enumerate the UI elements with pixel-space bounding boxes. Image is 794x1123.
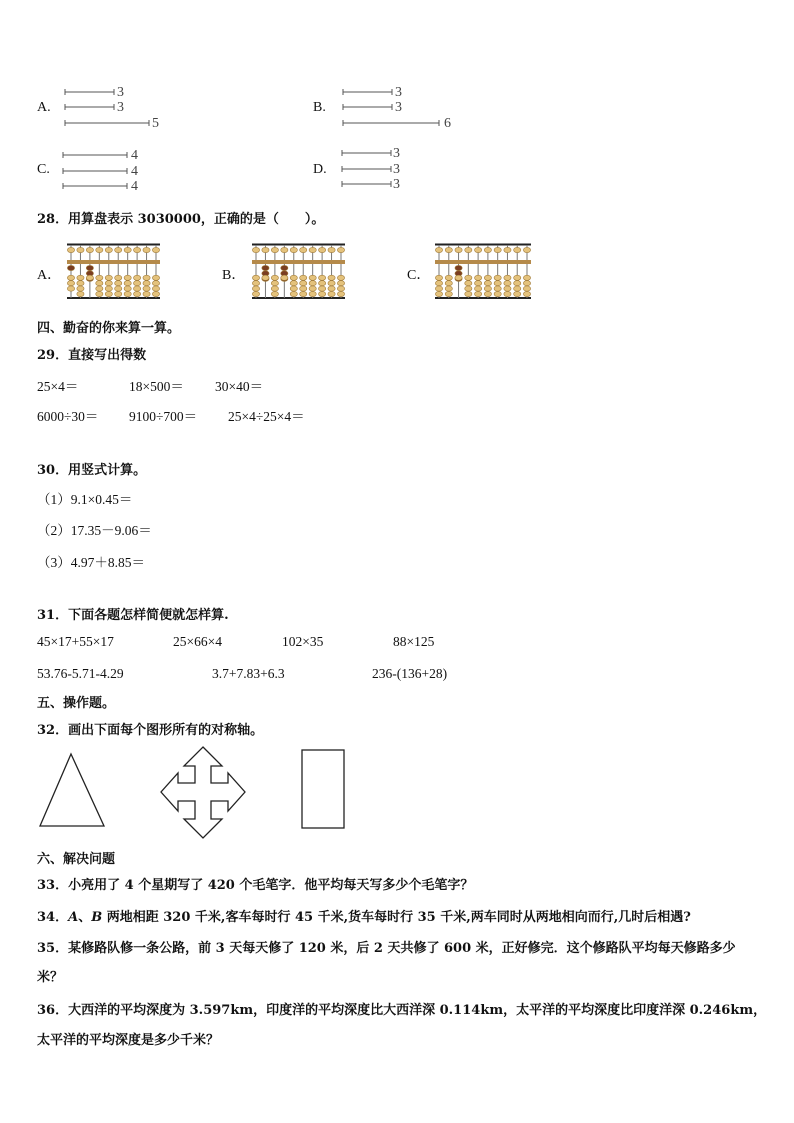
- abacus-bead: [328, 291, 335, 296]
- abacus-bead: [435, 291, 442, 296]
- abacus-bead: [105, 286, 112, 291]
- abacus-bead: [494, 291, 501, 296]
- abacus-bead: [271, 247, 278, 252]
- abacus-bead: [504, 247, 511, 252]
- abacus-bead: [319, 275, 326, 280]
- abacus-bead: [300, 247, 307, 252]
- expr: （1）9.1×0.45＝: [37, 492, 133, 507]
- abacus-c: [434, 243, 532, 300]
- option-d-segments: [339, 148, 419, 194]
- option-d-label: D.: [313, 162, 327, 177]
- abacus-bead: [96, 281, 103, 286]
- abacus-bead: [465, 286, 472, 291]
- abacus-bead: [484, 275, 491, 280]
- segment-length: 3: [393, 162, 400, 177]
- question-28: 28．用算盘表示 3030000，正确的是（ ）。: [37, 212, 325, 227]
- question-33: 33．小亮用了 4 个星期写了 420 个毛笔字．他平均每天写多少个毛笔字？: [37, 878, 474, 893]
- abacus-bead: [309, 291, 316, 296]
- question-32-title: 32．画出下面每个图形所有的对称轴。: [37, 723, 264, 738]
- abacus-bead: [281, 247, 288, 252]
- segment-length: 5: [152, 116, 159, 131]
- abacus-bead: [319, 247, 326, 252]
- section-5-heading: 五、操作题。: [37, 696, 116, 711]
- expr: 25×66×4: [173, 634, 222, 649]
- abacus-bead: [143, 247, 150, 252]
- abacus-bead: [124, 286, 131, 291]
- question-text: 两地相距 320 千米,客车每时行 45 千米,货车每时行 35 千米,两车同时从两地相向而行,几时后相遇?: [102, 910, 691, 925]
- abacus-bead: [152, 275, 159, 280]
- expr: 236-(136+28): [372, 666, 448, 681]
- abacus-bead: [445, 281, 452, 286]
- abacus-bead: [475, 247, 482, 252]
- abacus-bead: [115, 291, 122, 296]
- question-31-title: 31．下面各题怎样简便就怎样算.: [37, 608, 229, 623]
- question-30-title: 30．用竖式计算。: [37, 463, 147, 478]
- expr: （2）17.35－9.06＝: [37, 523, 152, 538]
- abacus-bead: [271, 286, 278, 291]
- abacus-bead: [475, 281, 482, 286]
- expr: 9100÷700＝: [129, 409, 198, 424]
- abacus-bead: [96, 247, 103, 252]
- abacus-bead: [105, 281, 112, 286]
- abacus-bead: [77, 286, 84, 291]
- abacus-bead: [309, 247, 316, 252]
- abacus-bead: [309, 286, 316, 291]
- abacus-bead: [484, 291, 491, 296]
- abacus-bead: [105, 247, 112, 252]
- abacus-bead: [455, 275, 462, 280]
- abacus-bead: [290, 275, 297, 280]
- abacus-bead: [319, 286, 326, 291]
- section-4-heading: 四、勤奋的你来算一算。: [37, 321, 181, 336]
- abacus-bead: [300, 281, 307, 286]
- abacus-bead: [494, 247, 501, 252]
- abacus-bead: [328, 275, 335, 280]
- abacus-bead: [67, 247, 74, 252]
- expr: （3）4.97＋8.85＝: [37, 555, 145, 570]
- abacus-bead: [514, 275, 521, 280]
- abacus-bead: [494, 286, 501, 291]
- expr: 102×35: [282, 634, 324, 649]
- option-a-label: A．: [37, 268, 62, 283]
- abacus-bead: [271, 291, 278, 296]
- abacus-bead: [337, 247, 344, 252]
- abacus-bead: [290, 291, 297, 296]
- abacus-bead: [77, 281, 84, 286]
- abacus-bead: [514, 247, 521, 252]
- point-b: B: [91, 910, 103, 925]
- abacus-bead: [435, 286, 442, 291]
- abacus-bead: [309, 281, 316, 286]
- abacus-bead: [484, 286, 491, 291]
- abacus-bead: [105, 275, 112, 280]
- abacus-bead: [300, 275, 307, 280]
- abacus-bead: [523, 275, 530, 280]
- abacus-bead: [134, 281, 141, 286]
- abacus-a: [66, 243, 161, 300]
- abacus-bead: [494, 281, 501, 286]
- abacus-bead: [523, 247, 530, 252]
- option-c-label: C．: [407, 268, 431, 283]
- expr: 88×125: [393, 634, 435, 649]
- question-34: [37, 906, 691, 925]
- question-36-line-1: 36．大西洋的平均深度为 3.597km，印度洋的平均深度比大西洋深 0.114km，太平洋的平均深度比印度洋深 0.246km，: [37, 1003, 767, 1018]
- abacus-bead: [67, 265, 74, 270]
- abacus-bead: [281, 275, 288, 280]
- abacus-bead: [435, 247, 442, 252]
- abacus-bead: [484, 281, 491, 286]
- question-36-line-2: 太平洋的平均深度是多少千米？: [37, 1033, 220, 1048]
- abacus-bead: [523, 286, 530, 291]
- abacus-bead: [115, 281, 122, 286]
- abacus-bead: [134, 286, 141, 291]
- question-number: 34．: [37, 910, 69, 925]
- point-a: A: [68, 910, 79, 925]
- segment-length: 3: [395, 85, 402, 100]
- option-c-label: C.: [37, 162, 50, 177]
- triangle-shape: [38, 752, 106, 828]
- abacus-bead: [455, 265, 462, 270]
- rectangle-shape: [301, 749, 346, 830]
- abacus-bead: [252, 247, 259, 252]
- abacus-bead: [124, 275, 131, 280]
- abacus-bead: [465, 275, 472, 280]
- abacus-bead: [300, 291, 307, 296]
- abacus-bead: [143, 275, 150, 280]
- abacus-bead: [262, 275, 269, 280]
- abacus-bead: [465, 291, 472, 296]
- abacus-b: [251, 243, 346, 300]
- abacus-bead: [96, 291, 103, 296]
- abacus-bead: [77, 291, 84, 296]
- abacus-bead: [455, 247, 462, 252]
- segment-length: 3: [117, 100, 124, 115]
- abacus-bead: [67, 275, 74, 280]
- abacus-bead: [465, 281, 472, 286]
- abacus-bead: [337, 291, 344, 296]
- abacus-bead: [328, 247, 335, 252]
- segment-length: 4: [131, 164, 138, 179]
- abacus-bead: [77, 247, 84, 252]
- abacus-bead: [143, 286, 150, 291]
- abacus-bead: [252, 281, 259, 286]
- abacus-bead: [475, 275, 482, 280]
- abacus-bead: [328, 281, 335, 286]
- abacus-bead: [86, 275, 93, 280]
- abacus-bead: [115, 286, 122, 291]
- abacus-bead: [124, 247, 131, 252]
- four-arrow-shape: [160, 746, 246, 840]
- abacus-bead: [337, 286, 344, 291]
- separator: 、: [78, 910, 92, 925]
- abacus-bead: [504, 275, 511, 280]
- abacus-bead: [67, 286, 74, 291]
- abacus-bead: [435, 275, 442, 280]
- abacus-bead: [337, 281, 344, 286]
- abacus-bead: [252, 275, 259, 280]
- abacus-bead: [504, 286, 511, 291]
- abacus-bead: [514, 281, 521, 286]
- abacus-bead: [290, 281, 297, 286]
- abacus-bead: [143, 291, 150, 296]
- abacus-bead: [134, 275, 141, 280]
- abacus-bead: [319, 281, 326, 286]
- abacus-bead: [152, 286, 159, 291]
- abacus-bead: [134, 291, 141, 296]
- expr: 53.76-5.71-4.29: [37, 666, 124, 681]
- abacus-bead: [77, 275, 84, 280]
- section-6-heading: 六、解决问题: [37, 852, 116, 867]
- option-b-label: B．: [222, 268, 246, 283]
- abacus-bead: [475, 291, 482, 296]
- expr: 30×40＝: [215, 379, 264, 394]
- abacus-bead: [475, 286, 482, 291]
- abacus-bead: [152, 247, 159, 252]
- segment-length: 4: [131, 148, 138, 163]
- abacus-bead: [337, 275, 344, 280]
- abacus-bead: [445, 247, 452, 252]
- option-c-segments: [60, 149, 150, 195]
- option-a-label: A.: [37, 100, 51, 115]
- abacus-bead: [152, 281, 159, 286]
- abacus-bead: [484, 247, 491, 252]
- option-a-segments: [62, 86, 172, 132]
- abacus-bead: [445, 291, 452, 296]
- abacus-bead: [523, 291, 530, 296]
- abacus-bead: [96, 286, 103, 291]
- abacus-bead: [115, 247, 122, 252]
- abacus-bead: [271, 281, 278, 286]
- segment-length: 4: [131, 179, 138, 194]
- question-35-line-2: 米？: [37, 970, 64, 985]
- expr: 6000÷30＝: [37, 409, 99, 424]
- abacus-bead: [105, 291, 112, 296]
- expr: 45×17+55×17: [37, 634, 114, 649]
- abacus-bead: [152, 291, 159, 296]
- abacus-bead: [124, 281, 131, 286]
- expr: 18×500＝: [129, 379, 184, 394]
- option-b-segments: [340, 86, 470, 132]
- abacus-bead: [271, 275, 278, 280]
- abacus-bead: [86, 265, 93, 270]
- abacus-bead: [290, 286, 297, 291]
- abacus-bead: [262, 265, 269, 270]
- abacus-bead: [134, 247, 141, 252]
- question-29-title: 29．直接写出得数: [37, 348, 147, 363]
- abacus-bead: [465, 247, 472, 252]
- segment-length: 3: [117, 85, 124, 100]
- segment-length: 6: [444, 116, 451, 131]
- abacus-bead: [290, 247, 297, 252]
- abacus-bead: [523, 281, 530, 286]
- abacus-bead: [504, 281, 511, 286]
- segment-length: 3: [393, 177, 400, 192]
- abacus-bead: [445, 286, 452, 291]
- abacus-bead: [504, 291, 511, 296]
- abacus-bead: [262, 247, 269, 252]
- abacus-bead: [143, 281, 150, 286]
- abacus-bead: [319, 291, 326, 296]
- abacus-bead: [115, 275, 122, 280]
- abacus-bead: [514, 286, 521, 291]
- abacus-bead: [300, 286, 307, 291]
- abacus-bead: [96, 275, 103, 280]
- expr: 25×4＝: [37, 379, 79, 394]
- abacus-bead: [252, 291, 259, 296]
- question-35-line-1: 35．某修路队修一条公路，前 3 天每天修了 120 米，后 2 天共修了 600 米，正好修完．这个修路队平均每天修路多少: [37, 941, 736, 956]
- abacus-bead: [124, 291, 131, 296]
- abacus-bead: [252, 286, 259, 291]
- expr: 25×4÷25×4＝: [228, 409, 305, 424]
- abacus-bead: [445, 275, 452, 280]
- abacus-bead: [281, 265, 288, 270]
- expr: 3.7+7.83+6.3: [212, 666, 285, 681]
- abacus-bead: [67, 281, 74, 286]
- segment-length: 3: [393, 146, 400, 161]
- abacus-bead: [328, 286, 335, 291]
- abacus-bead: [494, 275, 501, 280]
- abacus-bead: [514, 291, 521, 296]
- abacus-bead: [309, 275, 316, 280]
- abacus-bead: [86, 247, 93, 252]
- segment-length: 3: [395, 100, 402, 115]
- option-b-label: B.: [313, 100, 326, 115]
- abacus-bead: [435, 281, 442, 286]
